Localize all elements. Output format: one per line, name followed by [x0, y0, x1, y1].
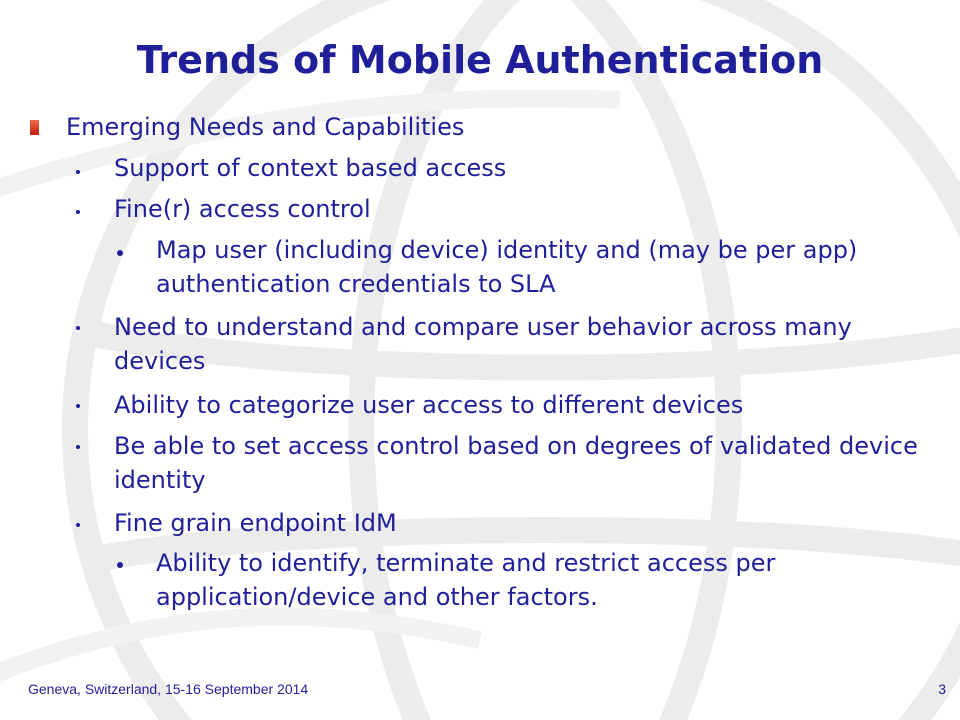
bullet-item: Need to understand and compare user behavior across many devices [114, 313, 852, 375]
bullet-dot-icon [76, 326, 80, 330]
bullet-item: Support of context based access [114, 154, 507, 182]
square-bullet-icon [30, 120, 39, 135]
bullet-dot-icon [76, 404, 80, 408]
footer-location-date: Geneva, Switzerland, 15-16 September 2014 [28, 681, 309, 697]
bullet-item: Fine(r) access control [114, 195, 371, 223]
bullet-item: Ability to categorize user access to different devices [114, 391, 744, 419]
sub-bullet-dot-icon [117, 250, 123, 256]
bullet-dot-icon [76, 445, 80, 449]
section-heading: Emerging Needs and Capabilities [66, 113, 465, 141]
bullet-dot-icon [76, 170, 80, 174]
bullet-item: Be able to set access control based on degrees of validated device identity [114, 432, 918, 494]
sub-bullet-item: Map user (including device) identity and (may be per app) authentication credentials to SLA [156, 236, 858, 298]
page-number: 3 [938, 681, 946, 697]
bullet-dot-icon [76, 210, 80, 214]
bullet-dot-icon [76, 523, 80, 527]
slide-title: Trends of Mobile Authentication [136, 38, 824, 82]
bullet-item: Fine grain endpoint IdM [114, 509, 397, 537]
sub-bullet-dot-icon [117, 562, 123, 568]
sub-bullet-item: Ability to identify, terminate and restrict access per application/device and other factors. [156, 549, 776, 611]
